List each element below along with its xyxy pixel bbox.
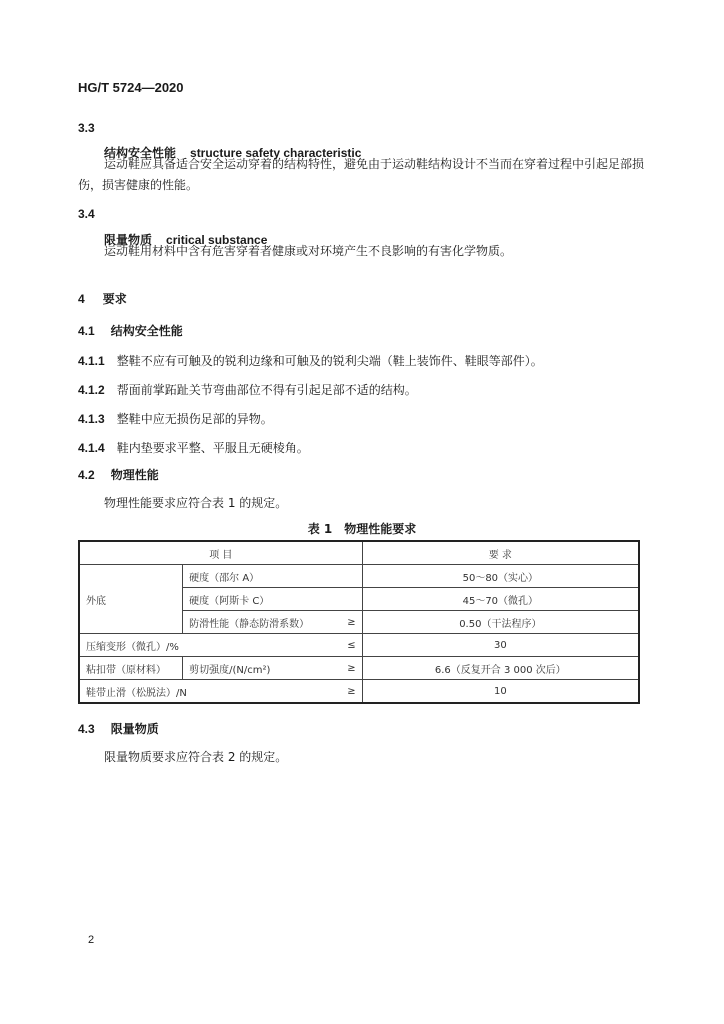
clause: [78, 410, 273, 427]
section-3-3-definition: 运动鞋应具备适合安全运动穿着的结构特性，避免由于运动鞋结构设计不当而在穿着过程中引起足部损伤，损害健康的性能。: [78, 157, 645, 192]
clause-text: 帮面前掌跖趾关节弯曲部位不得有引起足部不适的结构。: [116, 383, 417, 397]
clause: [78, 439, 309, 456]
clause: [78, 352, 543, 369]
section-4-3-text: 限量物质要求应符合表 2 的规定。: [104, 750, 288, 764]
clause-number: 4.1.4: [78, 441, 105, 455]
table-row: [79, 657, 639, 680]
section-4-1-number: 4.1: [78, 324, 95, 338]
term-cn: 限量物质: [104, 233, 153, 247]
physical-properties-table: [78, 540, 640, 704]
table-header-row: [79, 541, 639, 565]
table-cell-item: 压缩变形（微孔）/%: [79, 634, 332, 657]
clause-text: 整鞋不应有可触及的锐利边缘和可触及的锐利尖端（鞋上装饰件、鞋眼等部件）。: [116, 354, 543, 368]
section-4-3-number: 4.3: [78, 722, 95, 736]
section-3-3-number: 3.3: [78, 121, 95, 135]
page-number: 2: [88, 934, 95, 946]
table-cell-operator: ≤: [332, 634, 362, 657]
table-cell-operator: ≥: [332, 657, 362, 680]
table-cell-subitem: 剪切强度/(N/cm²): [183, 657, 333, 680]
table-cell-value: 0.50（干法程序）: [362, 611, 639, 634]
table-1-caption: [0, 520, 724, 537]
section-3-4-number: 3.4: [78, 207, 95, 221]
clause: [78, 381, 417, 398]
section-4-number: 4: [78, 292, 85, 306]
table-header-requirement: 要 求: [362, 541, 639, 565]
table-cell-item: 粘扣带（原材料）: [79, 657, 183, 680]
table-row: [79, 565, 639, 588]
table-cell-item: 鞋带止滑（松脱法）/N: [79, 680, 332, 704]
section-4-2-heading: [78, 466, 159, 483]
table-cell-operator: ≥: [332, 611, 362, 634]
table-cell-operator: ≥: [332, 680, 362, 704]
table-cell-value: 6.6（反复开合 3 000 次后）: [362, 657, 639, 680]
section-4-title: 要求: [102, 292, 127, 306]
table-caption-number: 表 1: [307, 522, 333, 536]
table-caption-title: 物理性能要求: [344, 522, 417, 536]
table-cell-item: 外底: [79, 565, 183, 634]
table-cell-value: 50～80（实心）: [362, 565, 639, 588]
term-en: structure safety characteristic: [190, 146, 362, 160]
section-4-1-heading: [78, 322, 183, 339]
table-row: [79, 634, 639, 657]
table-cell-value: 30: [362, 634, 639, 657]
clause-number: 4.1.1: [78, 354, 105, 368]
clause-number: 4.1.3: [78, 412, 105, 426]
section-4-1-title: 结构安全性能: [110, 324, 183, 338]
table-row: [79, 680, 639, 704]
term-en: critical substance: [166, 233, 268, 247]
section-4-2-title: 物理性能: [110, 468, 159, 482]
section-3-4-definition: 运动鞋用材料中含有危害穿着者健康或对环境产生不良影响的有害化学物质。: [104, 244, 513, 258]
section-4-3-title: 限量物质: [110, 722, 159, 736]
section-4-3-heading: [78, 720, 159, 737]
table-cell-subitem: 硬度（阿斯卡 C）: [183, 588, 363, 611]
clause-text: 整鞋中应无损伤足部的异物。: [116, 412, 273, 426]
section-4-heading: [78, 290, 127, 307]
table-header-item: 项 目: [79, 541, 362, 565]
table-cell-subitem: 防滑性能（静态防滑系数）: [183, 611, 333, 634]
clause-number: 4.1.2: [78, 383, 105, 397]
standard-number: HG/T 5724—2020: [78, 80, 184, 95]
section-4-2-text: 物理性能要求应符合表 1 的规定。: [104, 496, 288, 510]
clause-text: 鞋内垫要求平整、平服且无硬棱角。: [116, 441, 309, 455]
table-cell-value: 45～70（微孔）: [362, 588, 639, 611]
table-cell-subitem: 硬度（邵尔 A）: [183, 565, 363, 588]
table-cell-value: 10: [362, 680, 639, 704]
section-4-2-number: 4.2: [78, 468, 95, 482]
term-cn: 结构安全性能: [104, 146, 177, 160]
